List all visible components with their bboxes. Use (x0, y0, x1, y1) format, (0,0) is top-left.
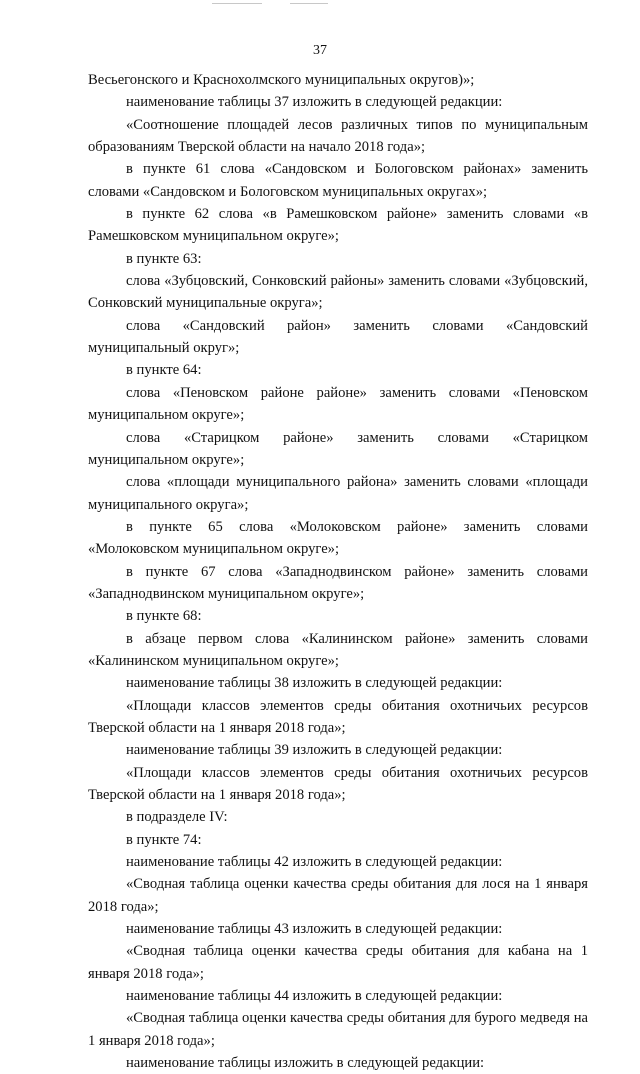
paragraph: наименование таблицы 42 изложить в следующей редакции: (126, 854, 503, 871)
paragraph: слова «Сандовский район» заменить словами «Сандовский муниципальный округ»; (88, 317, 588, 357)
paragraph: «Сводная таблица оценки качества среды обитания для лося на 1 января 2018 года»; (88, 876, 588, 915)
paragraph: слова «Пеновском районе районе» заменить словами «Пеновском муниципальном округе»; (88, 384, 588, 424)
paragraph: «Площади классов элементов среды обитания охотничьих ресурсов Тверской области на 1 января 2018 года»; (88, 697, 588, 736)
paragraph: «Сводная таблица оценки качества среды обитания для кабана на 1 января 2018 года»; (88, 943, 588, 982)
paragraph: слова «площади муниципального района» заменить словами «площади муниципального округа»; (88, 474, 588, 513)
paragraph: в пункте 63: (126, 250, 202, 267)
paragraph: в пункте 74: (126, 831, 202, 848)
paragraph: в пункте 67 слова «Западнодвинском районе» заменить словами «Западнодвинском муниципальном округе»; (88, 563, 588, 602)
paragraph: наименование таблицы 37 изложить в следующей редакции: (126, 94, 503, 111)
document-body (88, 69, 588, 1074)
paragraph: в подразделе IV: (126, 809, 228, 826)
page-number: 37 (313, 43, 327, 58)
paragraph: «Сводная таблица оценки качества среды обитания для бурого медведя на 1 января 2018 года»; (88, 1010, 588, 1049)
paragraph: Весьегонского и Краснохолмского муниципальных округов)»; (88, 72, 475, 88)
paragraph: в пункте 64: (126, 362, 202, 379)
paragraph: в пункте 68: (126, 608, 202, 625)
scan-artifact-right (290, 3, 328, 4)
paragraph: слова «Зубцовский, Сонковский районы» заменить словами «Зубцовский, Сонковский муниципальные округа»; (88, 273, 588, 312)
scan-artifact-left (212, 3, 262, 4)
paragraph: наименование таблицы 39 изложить в следующей редакции: (126, 742, 503, 759)
paragraph: в абзаце первом слова «Калининском районе» заменить словами «Калининском муниципальном округе»; (88, 630, 588, 669)
paragraph: наименование таблицы 38 изложить в следующей редакции: (126, 675, 503, 692)
paragraph: слова «Старицком районе» заменить словами «Старицком муниципальном округе»; (88, 429, 588, 468)
paragraph: в пункте 62 слова «в Рамешковском районе» заменить словами «в Рамешковском муниципальном округе»; (88, 206, 588, 245)
paragraph: в пункте 61 слова «Сандовском и Бологовском районах» заменить словами «Сандовском и Бологовском муниципальных округах»; (88, 161, 588, 200)
paragraph: наименование таблицы 44 изложить в следующей редакции: (126, 988, 503, 1005)
paragraph: «Площади классов элементов среды обитания охотничьих ресурсов Тверской области на 1 января 2018 года»; (88, 764, 588, 803)
paragraph: в пункте 65 слова «Молоковском районе» заменить словами «Молоковском муниципальном округе»; (88, 518, 588, 558)
paragraph: наименование таблицы 43 изложить в следующей редакции: (126, 921, 503, 938)
paragraph: «Соотношение площадей лесов различных типов по муниципальным образованиям Тверской области на начало 2018 года»; (88, 116, 588, 156)
paragraph: наименование таблицы изложить в следующей редакции: (126, 1055, 485, 1072)
